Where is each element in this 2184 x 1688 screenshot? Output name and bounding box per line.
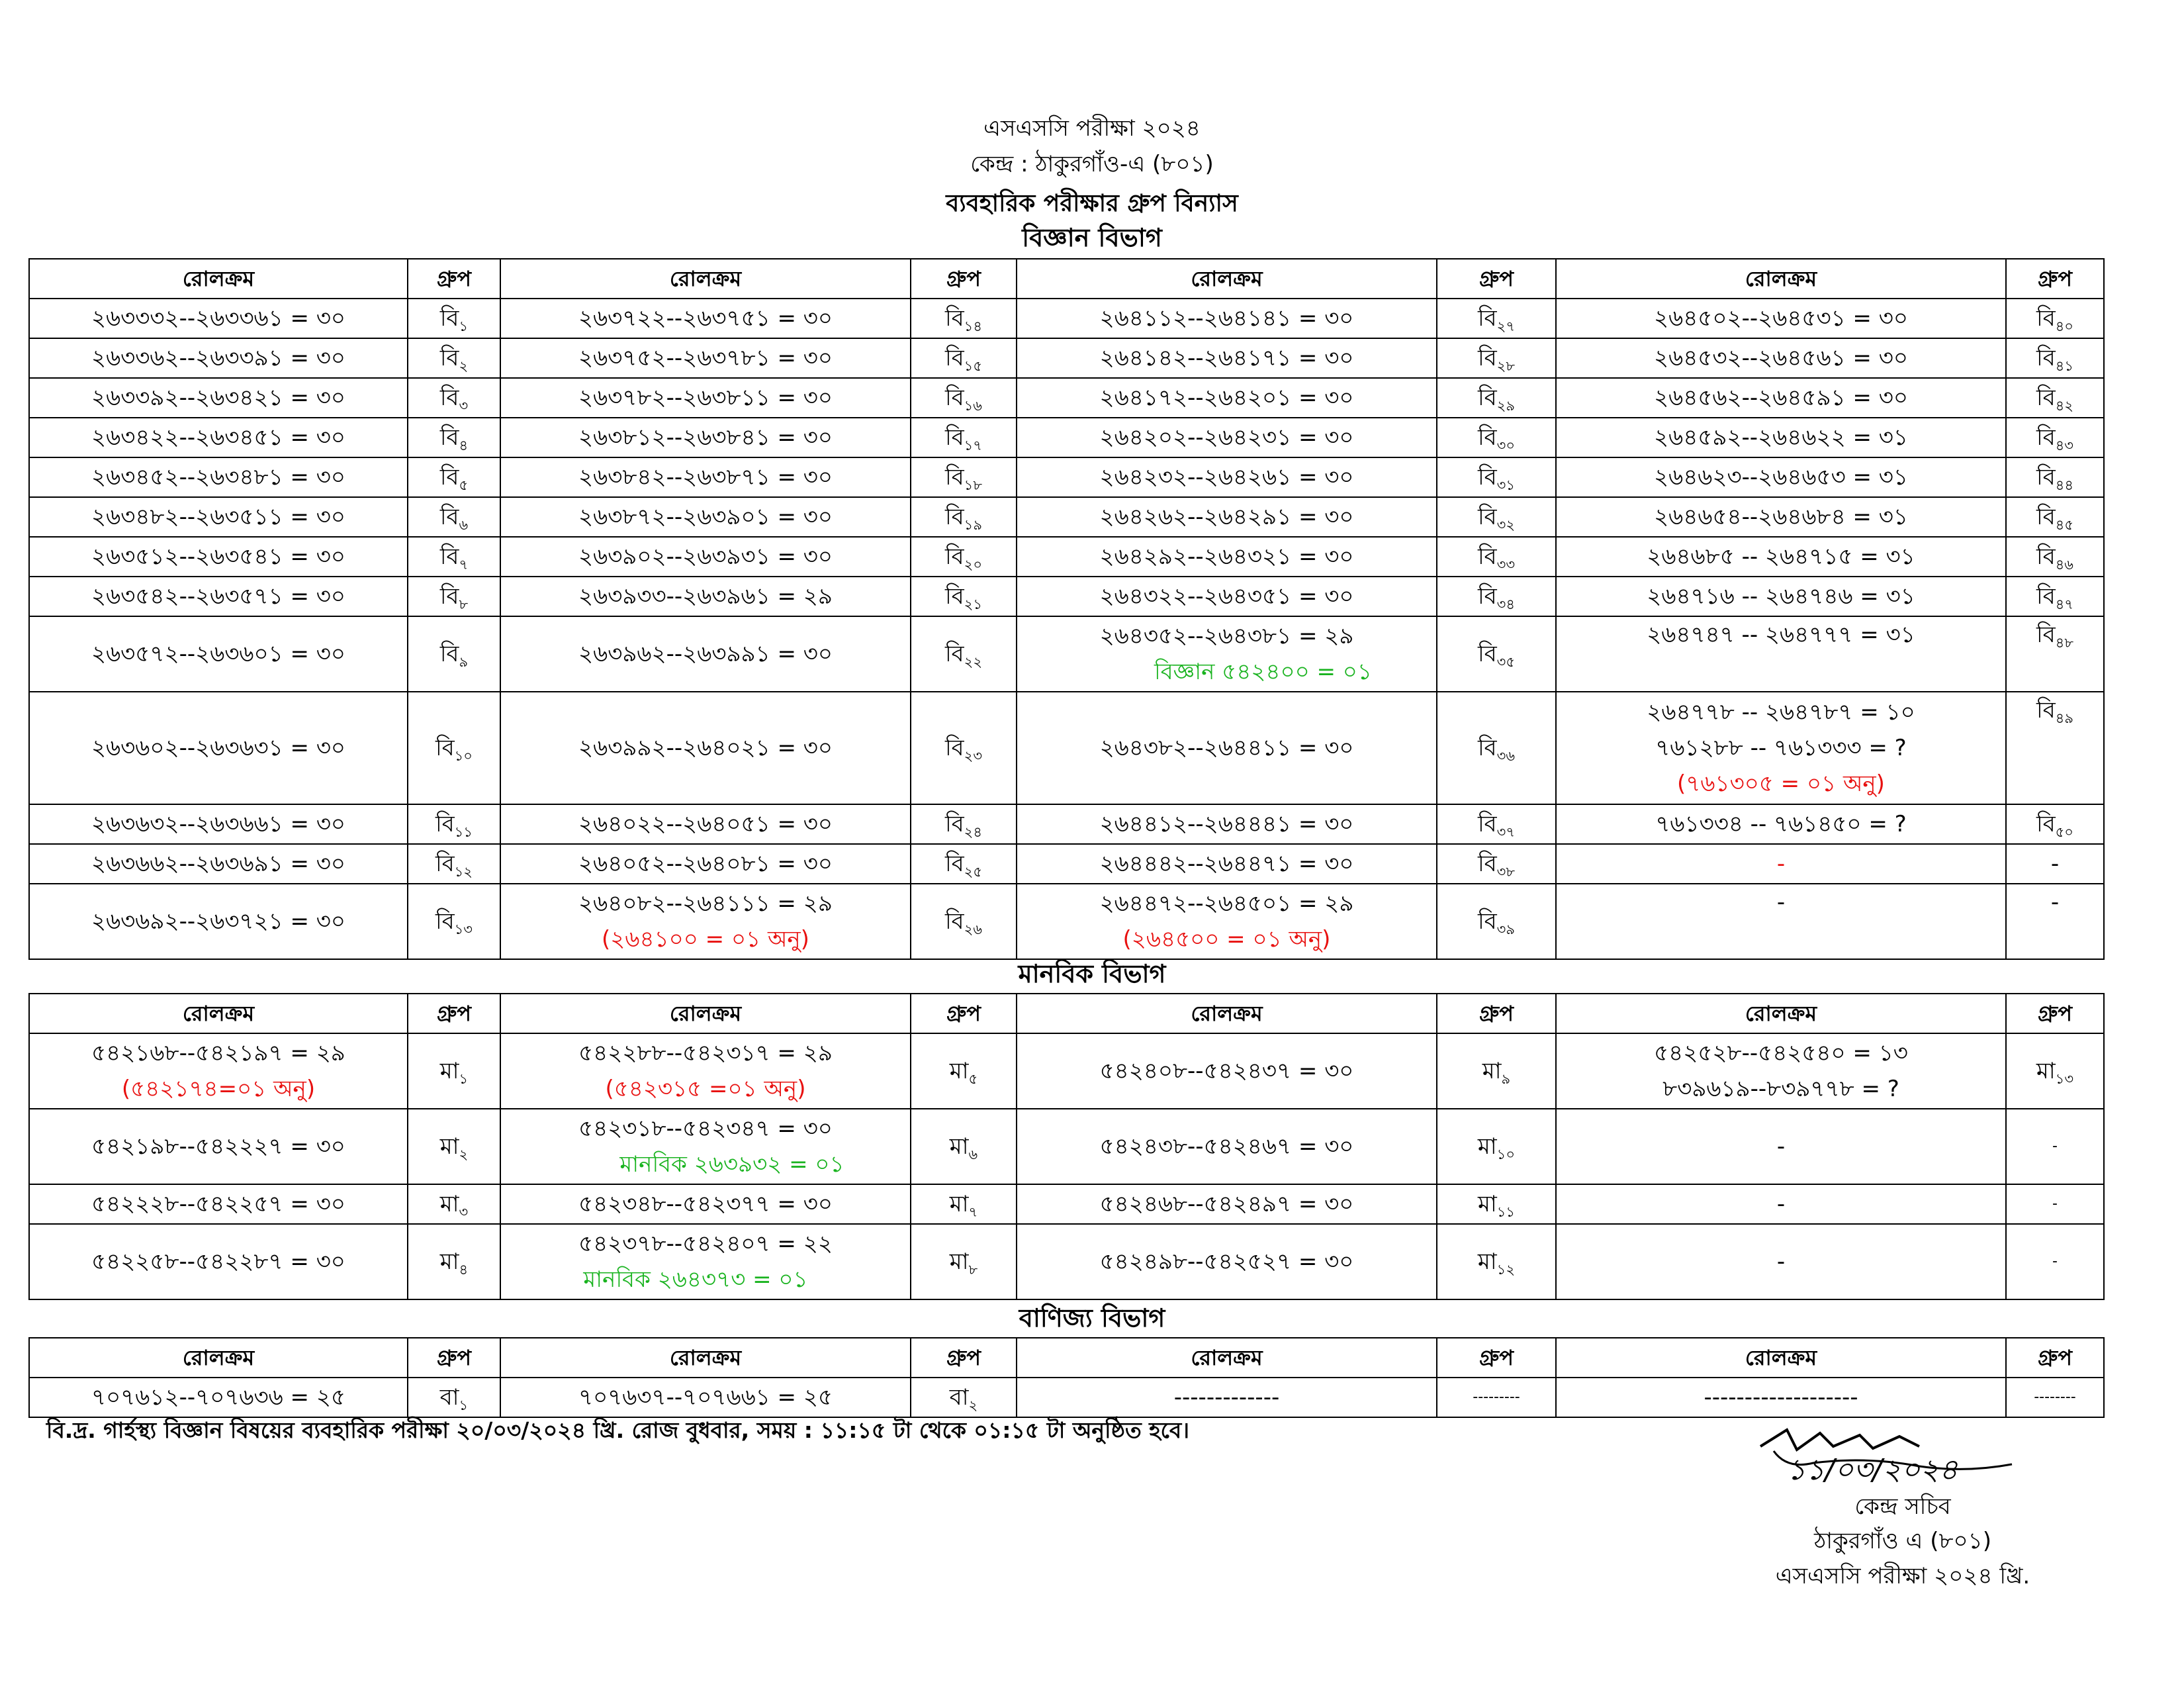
roll-range-cell: ৫৪২৫২৮--৫৪২৫৪০ = ১৩ ৮৩৯৬১৯--৮৩৯৭৭৮ = ? [1556,1033,2006,1109]
table-row [29,378,2104,418]
column-header-group: গ্রুপ [1437,1338,1556,1378]
roll-range-cell: ২৬৩৭৮২--২৬৩৮১১ = ৩০ [500,378,911,418]
group-cell: $বি_{৪০}$ [2006,299,2104,338]
commerce-section-title: বাণিজ্য বিভাগ [1019,1303,1165,1333]
roll-range-cell: ২৬৩৮৭২--২৬৩৯০১ = ৩০ [500,497,911,537]
roll-range-cell: ২৬৩৫৪২--২৬৩৫৭১ = ৩০ [29,577,408,616]
roll-range-cell: ৭০৭৬৩৭--৭০৭৬৬১ = ২৫ [500,1378,911,1417]
table-header-row [29,1338,2104,1378]
group-cell: $বি_৫$ [408,457,500,497]
roll-range-cell: ২৬৪৭৭৮ -- ২৬৪৭৮৭ = ১০ ৭৬১২৮৮ -- ৭৬১৩৩৩ = ? (৭৬১৩০৫ = ০১ অনু) [1556,692,2006,804]
signatory-center: ঠাকুরগাঁও এ (৮০১) [1814,1528,1991,1554]
group-cell: $বি_{৩৬}$ [1437,692,1556,804]
roll-range-cell: ২৬৪৩৫২--২৬৪৩৮১ = ২৯ বিজ্ঞান ৫৪২৪০০ = ০১ [1017,616,1437,692]
group-cell: $মা_৬$ [911,1109,1017,1184]
group-cell: $বি_{৪৮}$ [2006,616,2104,692]
group-cell: $মা_৩$ [408,1184,500,1224]
empty-cell: - [1556,884,2006,959]
group-cell: $বি_{৪৪}$ [2006,457,2104,497]
science-section-title: বিজ্ঞান বিভাগ [1022,223,1162,252]
roll-range-cell: ২৬৪২৩২--২৬৪২৬১ = ৩০ [1017,457,1437,497]
roll-range-cell: ২৬৪২৯২--২৬৪৩২১ = ৩০ [1017,537,1437,577]
group-cell: $বি_{২৫}$ [911,844,1017,884]
group-cell: $বি_{১৯}$ [911,497,1017,537]
group-cell: $মা_৯$ [1437,1033,1556,1109]
group-cell: $বি_{৪৭}$ [2006,577,2104,616]
group-cell: $বি_{১৩}$ [408,884,500,959]
roll-range-cell: ২৬৩৫৭২--২৬৩৬০১ = ৩০ [29,616,408,692]
group-cell: $বি_৩$ [408,378,500,418]
group-cell: $বি_{৩২}$ [1437,497,1556,537]
group-cell: $বি_{২৭}$ [1437,299,1556,338]
group-cell: $বি_{৪৯}$ [2006,692,2104,804]
roll-range-cell: ৫৪২২৫৮--৫৪২২৮৭ = ৩০ [29,1224,408,1299]
roll-range-cell: ২৬৪২০২--২৬৪২৩১ = ৩০ [1017,418,1437,457]
table-row [29,844,2104,884]
group-cell: $মা_{১২}$ [1437,1224,1556,1299]
table-row [29,1033,2104,1109]
empty-cell: --------- [1437,1378,1556,1417]
roll-range-cell: ২৬৩৩৯২--২৬৩৪২১ = ৩০ [29,378,408,418]
table-row [29,537,2104,577]
group-cell: $বি_{১৮}$ [911,457,1017,497]
group-cell: $বি_{৩৯}$ [1437,884,1556,959]
table-row [29,457,2104,497]
empty-cell: - [1556,844,2006,884]
roll-range-cell: ২৬৪৬২৩--২৬৪৬৫৩ = ৩১ [1556,457,2006,497]
column-header-roll: রোলক্রম [1017,994,1437,1033]
roll-range-cell: ২৬৩৪৮২--২৬৩৫১১ = ৩০ [29,497,408,537]
group-cell: $বি_{৪২}$ [2006,378,2104,418]
group-cell: $বি_{৫০}$ [2006,804,2104,844]
roll-range-cell: ২৬৪৫০২--২৬৪৫৩১ = ৩০ [1556,299,2006,338]
group-cell: $বি_{১০}$ [408,692,500,804]
roll-range-cell: ২৬৪০২২--২৬৪০৫১ = ৩০ [500,804,911,844]
roll-range-cell: ২৬৪৪১২--২৬৪৪৪১ = ৩০ [1017,804,1437,844]
roll-range-cell: ৫৪২৪০৮--৫৪২৪৩৭ = ৩০ [1017,1033,1437,1109]
roll-range-cell: ৫৪২৩৭৮--৫৪২৪০৭ = ২২ মানবিক ২৬৪৩৭৩ = ০১ [500,1224,911,1299]
column-header-group: গ্রুপ [1437,994,1556,1033]
roll-range-cell: ২৬৪৬৮৫ -- ২৬৪৭১৫ = ৩১ [1556,537,2006,577]
table-row [29,804,2104,844]
roll-range-cell: ৫৪২৪৩৮--৫৪২৪৬৭ = ৩০ [1017,1109,1437,1184]
table-row [29,616,2104,692]
roll-range-cell: ২৬৩৩৩২--২৬৩৩৬১ = ৩০ [29,299,408,338]
column-header-group: গ্রুপ [2006,1338,2104,1378]
group-cell: $বি_৯$ [408,616,500,692]
group-cell: $বি_৭$ [408,537,500,577]
roll-range-cell: ৫৪২৪৬৮--৫৪২৪৯৭ = ৩০ [1017,1184,1437,1224]
column-header-group: গ্রুপ [911,259,1017,299]
column-header-group: গ্রুপ [2006,259,2104,299]
column-header-roll: রোলক্রম [29,259,408,299]
roll-range-cell: ৫৪২৪৯৮--৫৪২৫২৭ = ৩০ [1017,1224,1437,1299]
roll-range-cell: ৫৪২১৬৮--৫৪২১৯৭ = ২৯ (৫৪২১৭৪=০১ অনু) [29,1033,408,1109]
roll-range-cell: ২৬৩৯০২--২৬৩৯৩১ = ৩০ [500,537,911,577]
column-header-roll: রোলক্রম [1017,1338,1437,1378]
group-cell: $বি_{৩১}$ [1437,457,1556,497]
column-header-roll: রোলক্রম [1017,259,1437,299]
empty-cell: ------------- [1017,1378,1437,1417]
roll-range-cell: ২৬৪৭৪৭ -- ২৬৪৭৭৭ = ৩১ [1556,616,2006,692]
roll-range-cell: ২৬৩৪৫২--২৬৩৪৮১ = ৩০ [29,457,408,497]
empty-cell: -------- [2006,1378,2104,1417]
roll-range-cell: ২৬৪৪৪২--২৬৪৪৭১ = ৩০ [1017,844,1437,884]
group-cell: $বি_{১৫}$ [911,338,1017,378]
roll-range-cell: ২৬৩৬৩২--২৬৩৬৬১ = ৩০ [29,804,408,844]
group-cell: $বা_১$ [408,1378,500,1417]
group-cell: $বি_{১২}$ [408,844,500,884]
table-row [29,577,2104,616]
roll-range-cell: ২৬৪৩২২--২৬৪৩৫১ = ৩০ [1017,577,1437,616]
roll-range-cell: ২৬৪৫৩২--২৬৪৫৬১ = ৩০ [1556,338,2006,378]
roll-range-cell: ২৬৩৫১২--২৬৩৫৪১ = ৩০ [29,537,408,577]
group-cell: $মা_১$ [408,1033,500,1109]
roll-range-cell: ২৬৩৯৯২--২৬৪০২১ = ৩০ [500,692,911,804]
empty-cell: - [2006,1184,2104,1224]
roll-range-cell: ২৬৩৭২২--২৬৩৭৫১ = ৩০ [500,299,911,338]
group-cell: $বি_৬$ [408,497,500,537]
group-cell: $বি_{৪৩}$ [2006,418,2104,457]
roll-range-cell: ৫৪২৩১৮--৫৪২৩৪৭ = ৩০ মানবিক ২৬৩৯৩২ = ০১ [500,1109,911,1184]
group-cell: $বি_{২০}$ [911,537,1017,577]
column-header-group: গ্রুপ [1437,259,1556,299]
column-header-roll: রোলক্রম [500,1338,911,1378]
roll-range-cell: ২৬৩৮৪২--২৬৩৮৭১ = ৩০ [500,457,911,497]
column-header-group: গ্রুপ [408,1338,500,1378]
group-cell: $বি_{১১}$ [408,804,500,844]
roll-range-cell: ২৬৩৬৬২--২৬৩৬৯১ = ৩০ [29,844,408,884]
empty-cell: - [2006,844,2104,884]
roll-range-cell: ২৬৩৬০২--২৬৩৬৩১ = ৩০ [29,692,408,804]
column-header-roll: রোলক্রম [500,994,911,1033]
footnote: বি.দ্র. গার্হস্থ্য বিজ্ঞান বিষয়ের ব্যবহারিক পরীক্ষা ২০/০৩/২০২৪ খ্রি. রোজ বুধবার, সময় : ১১:১৫ টা থেকে ০১:১৫ টা অনুষ্ঠিত হবে। [46,1417,1190,1443]
group-cell: $মা_২$ [408,1109,500,1184]
roll-range-cell: ২৬৩৬৯২--২৬৩৭২১ = ৩০ [29,884,408,959]
column-header-group: গ্রুপ [911,994,1017,1033]
commerce-table [28,1337,2105,1418]
roll-range-cell: ২৬৩৮১২--২৬৩৮৪১ = ৩০ [500,418,911,457]
group-cell: $বি_{২৯}$ [1437,378,1556,418]
group-cell: $বি_{৩৮}$ [1437,844,1556,884]
roll-range-cell: ২৬৪৬৫৪--২৬৪৬৮৪ = ৩১ [1556,497,2006,537]
group-cell: $মা_৮$ [911,1224,1017,1299]
group-cell: $মা_৫$ [911,1033,1017,1109]
group-cell: $বি_{২৪}$ [911,804,1017,844]
group-cell: $বি_{৩৩}$ [1437,537,1556,577]
table-row [29,692,2104,804]
science-table [28,258,2105,960]
group-cell: $বি_{১৬}$ [911,378,1017,418]
group-cell: $বি_২$ [408,338,500,378]
empty-cell: - [2006,1224,2104,1299]
roll-range-cell: ২৬৩৯৬২--২৬৩৯৯১ = ৩০ [500,616,911,692]
column-header-roll: রোলক্রম [1556,1338,2006,1378]
column-header-roll: রোলক্রম [500,259,911,299]
roll-range-cell: ২৬৩৪২২--২৬৩৪৫১ = ৩০ [29,418,408,457]
group-cell: $বি_{২৬}$ [911,884,1017,959]
roll-range-cell: ৫৪২২২৮--৫৪২২৫৭ = ৩০ [29,1184,408,1224]
roll-range-cell: ২৬৩৩৬২--২৬৩৩৯১ = ৩০ [29,338,408,378]
roll-range-cell: ২৬৪১৪২--২৬৪১৭১ = ৩০ [1017,338,1437,378]
group-cell: $বি_{৪৫}$ [2006,497,2104,537]
center-title: কেন্দ্র : ঠাকুরগাঁও-এ (৮০১) [970,151,1214,177]
signatory-title: কেন্দ্র সচিব [1854,1493,1951,1520]
group-cell: $মা_৭$ [911,1184,1017,1224]
empty-cell: ------------------- [1556,1378,2006,1417]
roll-range-cell: ২৬৪৩৮২--২৬৪৪১১ = ৩০ [1017,692,1437,804]
roll-range-cell: ৫৪২২৮৮--৫৪২৩১৭ = ২৯ (৫৪২৩১৫ =০১ অনু) [500,1033,911,1109]
roll-range-cell: ৭০৭৬১২--৭০৭৬৩৬ = ২৫ [29,1378,408,1417]
column-header-group: গ্রুপ [408,994,500,1033]
group-cell: $বি_৪$ [408,418,500,457]
group-cell: $বি_৮$ [408,577,500,616]
roll-range-cell: ৭৬১৩৩৪ -- ৭৬১৪৫০ = ? [1556,804,2006,844]
empty-cell: - [2006,884,2104,959]
table-header-row [29,259,2104,299]
group-cell: $মা_{১০}$ [1437,1109,1556,1184]
empty-cell: - [1556,1224,2006,1299]
empty-cell: - [2006,1109,2104,1184]
column-header-group: গ্রুপ [911,1338,1017,1378]
roll-range-cell: ২৬৪১৭২--২৬৪২০১ = ৩০ [1017,378,1437,418]
roll-range-cell: ২৬৪৪৭২--২৬৪৫০১ = ২৯ (২৬৪৫০০ = ০১ অনু) [1017,884,1437,959]
group-cell: $বি_{১৪}$ [911,299,1017,338]
table-header-row [29,994,2104,1033]
table-row [29,1224,2104,1299]
roll-range-cell: ৫৪২১৯৮--৫৪২২২৭ = ৩০ [29,1109,408,1184]
group-cell: $বি_{৩৭}$ [1437,804,1556,844]
group-cell: $বি_{২৩}$ [911,692,1017,804]
signatory-exam: এসএসসি পরীক্ষা ২০২৪ খ্রি. [1775,1563,2030,1589]
roll-range-cell: ২৬৪৫৯২--২৬৪৬২২ = ৩১ [1556,418,2006,457]
group-cell: $বা_২$ [911,1378,1017,1417]
signature-date: ১১/০৩/২০২৪ [1787,1453,1958,1487]
humanities-section-title: মানবিক বিভাগ [1018,959,1166,988]
column-header-roll: রোলক্রম [1556,259,2006,299]
roll-range-cell: ২৬৪১১২--২৬৪১৪১ = ৩০ [1017,299,1437,338]
roll-range-cell: ২৬৪৫৬২--২৬৪৫৯১ = ৩০ [1556,378,2006,418]
table-row [29,497,2104,537]
group-cell: $বি_{৩৫}$ [1437,616,1556,692]
group-cell: $বি_{৪৬}$ [2006,537,2104,577]
column-header-roll: রোলক্রম [29,1338,408,1378]
table-row [29,884,2104,959]
group-cell: $মা_৪$ [408,1224,500,1299]
exam-title: এসএসসি পরীক্ষা ২০২৪ [983,115,1201,142]
column-header-roll: রোলক্রম [29,994,408,1033]
roll-range-cell: ২৬৪৭১৬ -- ২৬৪৭৪৬ = ৩১ [1556,577,2006,616]
group-cell: $বি_{২২}$ [911,616,1017,692]
roll-range-cell: ২৬৪০৮২--২৬৪১১১ = ২৯ (২৬৪১০০ = ০১ অনু) [500,884,911,959]
group-cell: $মা_{১১}$ [1437,1184,1556,1224]
signature-image [1747,1410,2025,1489]
roll-range-cell: ২৬৪০৫২--২৬৪০৮১ = ৩০ [500,844,911,884]
table-row [29,418,2104,457]
roll-range-cell: ২৬৪২৬২--২৬৪২৯১ = ৩০ [1017,497,1437,537]
column-header-group: গ্রুপ [408,259,500,299]
group-cell: $মা_{১৩}$ [2006,1033,2104,1109]
humanities-table [28,993,2105,1300]
group-cell: $বি_{১৭}$ [911,418,1017,457]
empty-cell: - [1556,1184,2006,1224]
roll-range-cell: ২৬৩৯৩৩--২৬৩৯৬১ = ২৯ [500,577,911,616]
group-cell: $বি_{২১}$ [911,577,1017,616]
group-cell: $বি_{৩০}$ [1437,418,1556,457]
roll-range-cell: ২৬৩৭৫২--২৬৩৭৮১ = ৩০ [500,338,911,378]
document-title: ব্যবহারিক পরীক্ষার গ্রুপ বিন্যাস [946,190,1238,217]
group-cell: $বি_{২৮}$ [1437,338,1556,378]
table-row [29,1184,2104,1224]
empty-cell: - [1556,1109,2006,1184]
column-header-roll: রোলক্রম [1556,994,2006,1033]
table-row [29,299,2104,338]
roll-range-cell: ৫৪২৩৪৮--৫৪২৩৭৭ = ৩০ [500,1184,911,1224]
table-row [29,1109,2104,1184]
column-header-group: গ্রুপ [2006,994,2104,1033]
group-cell: $বি_{৪১}$ [2006,338,2104,378]
table-row [29,338,2104,378]
group-cell: $বি_{৩৪}$ [1437,577,1556,616]
group-cell: $বি_১$ [408,299,500,338]
